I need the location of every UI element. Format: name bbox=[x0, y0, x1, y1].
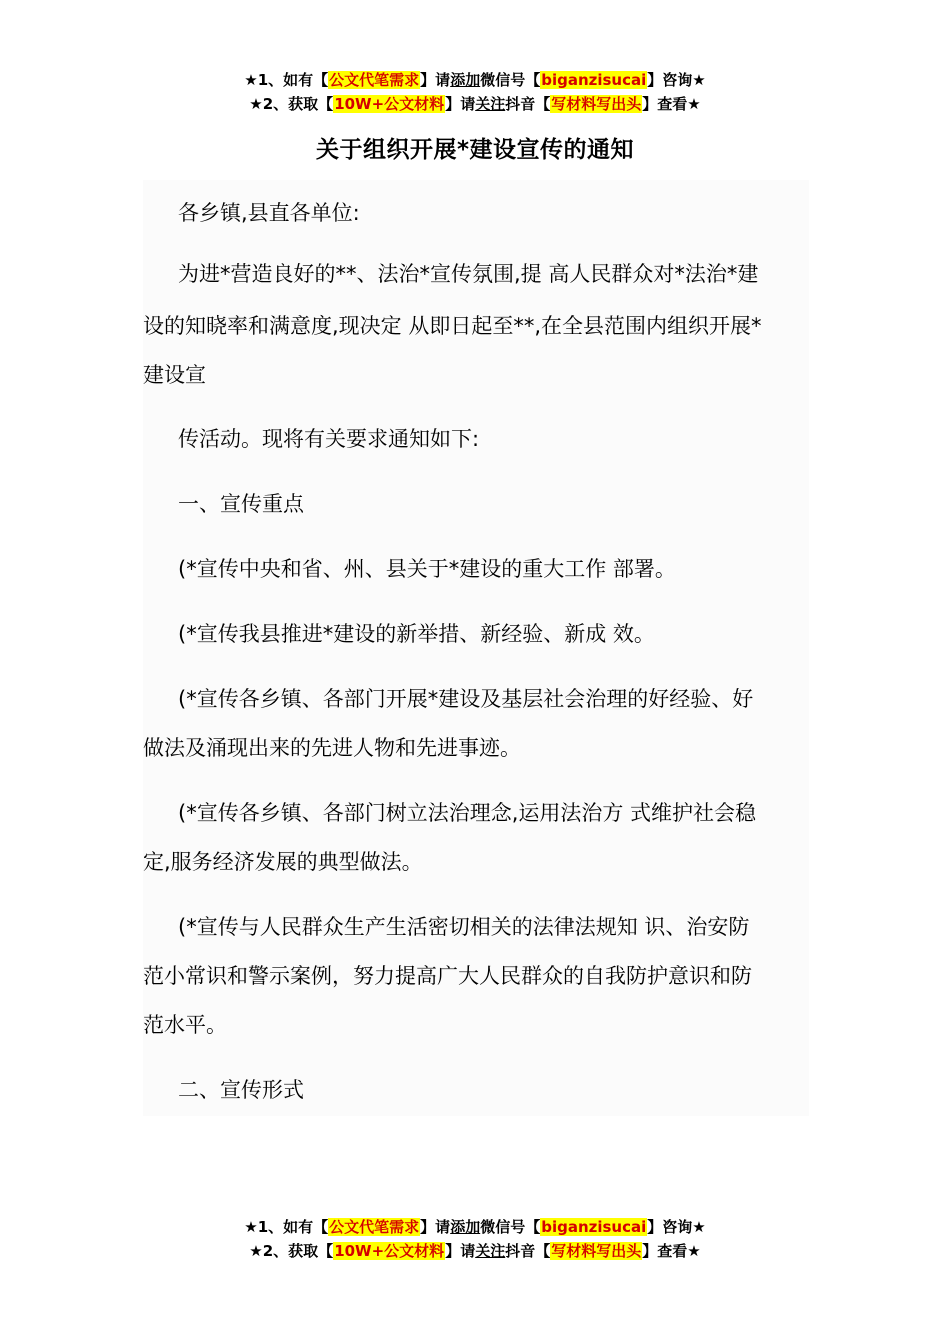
highlight-materials: 10W+公文材料 bbox=[334, 95, 445, 113]
banner-text: 抖音【 bbox=[505, 1242, 551, 1260]
banner-text: 微信号【 bbox=[480, 1218, 541, 1236]
banner-underlined: 添加 bbox=[450, 1218, 481, 1236]
banner-text: 】查看★ bbox=[642, 1242, 701, 1260]
paragraph-line: 为进*营造良好的**、法治*宣传氛围,提 高人民群众对*法治*建 bbox=[178, 262, 759, 286]
banner-line-1 bbox=[0, 70, 950, 94]
banner-text: 】咨询★ bbox=[647, 71, 706, 89]
banner-text: 】请 bbox=[445, 95, 476, 113]
highlight-wechat-id: biganzisucai bbox=[541, 1218, 647, 1236]
banner-text: 】请 bbox=[420, 1218, 451, 1236]
list-item-continued: 范小常识和警示案例，努力提高广大人民群众的自我防护意识和防 bbox=[143, 964, 752, 988]
banner-text: ★1、如有【 bbox=[244, 71, 329, 89]
list-item-continued: 做法及涌现出来的先进人物和先进事迹。 bbox=[143, 736, 521, 760]
banner-underlined: 添加 bbox=[450, 71, 481, 89]
list-item: (*宣传我县推进*建设的新举措、新经验、新成 效。 bbox=[178, 622, 655, 646]
highlight-materials: 10W+公文材料 bbox=[334, 1242, 445, 1260]
highlight-douyin: 写材料写出头 bbox=[551, 95, 642, 113]
banner-text: ★2、获取【 bbox=[249, 1242, 334, 1260]
banner-text: 微信号【 bbox=[480, 71, 541, 89]
section-heading: 二、宣传形式 bbox=[178, 1078, 304, 1102]
banner-text: 】请 bbox=[445, 1242, 476, 1260]
banner-line-2 bbox=[0, 94, 950, 118]
paragraph-line: 传活动。现将有关要求通知如下: bbox=[178, 427, 480, 451]
list-item: (*宣传中央和省、州、县关于*建设的重大工作 部署。 bbox=[178, 557, 676, 581]
bottom-banner bbox=[0, 1217, 950, 1265]
list-item-continued: 范水平。 bbox=[143, 1013, 227, 1037]
list-item: (*宣传各乡镇、各部门开展*建设及基层社会治理的好经验、好 bbox=[178, 687, 754, 711]
highlight-douyin: 写材料写出头 bbox=[551, 1242, 642, 1260]
banner-text: ★2、获取【 bbox=[249, 95, 334, 113]
banner-underlined: 关注 bbox=[475, 1242, 506, 1260]
list-item-continued: 定,服务经济发展的典型做法。 bbox=[143, 850, 423, 874]
banner-text: 抖音【 bbox=[505, 95, 551, 113]
page-title: 关于组织开展*建设宣传的通知 bbox=[315, 137, 635, 163]
banner-underlined: 关注 bbox=[475, 95, 506, 113]
section-heading: 一、宣传重点 bbox=[178, 492, 304, 516]
banner-text: 】咨询★ bbox=[647, 1218, 706, 1236]
banner-text: 】请 bbox=[420, 71, 451, 89]
banner-line-2 bbox=[0, 1241, 950, 1265]
list-item: (*宣传与人民群众生产生活密切相关的法律法规知 识、治安防 bbox=[178, 915, 750, 939]
paragraph-line: 建设宣 bbox=[143, 363, 206, 387]
salutation: 各乡镇,县直各单位: bbox=[178, 201, 360, 225]
highlight-service: 公文代笔需求 bbox=[329, 71, 420, 89]
list-item: (*宣传各乡镇、各部门树立法治理念,运用法治方 式维护社会稳 bbox=[178, 801, 757, 825]
banner-text: 】查看★ bbox=[642, 95, 701, 113]
banner-line-1 bbox=[0, 1217, 950, 1241]
top-banner bbox=[0, 70, 950, 118]
highlight-wechat-id: biganzisucai bbox=[541, 71, 647, 89]
highlight-service: 公文代笔需求 bbox=[329, 1218, 420, 1236]
banner-text: ★1、如有【 bbox=[244, 1218, 329, 1236]
paragraph-line: 设的知晓率和满意度,现决定 从即日起至**,在全县范围内组织开展* bbox=[143, 314, 762, 338]
